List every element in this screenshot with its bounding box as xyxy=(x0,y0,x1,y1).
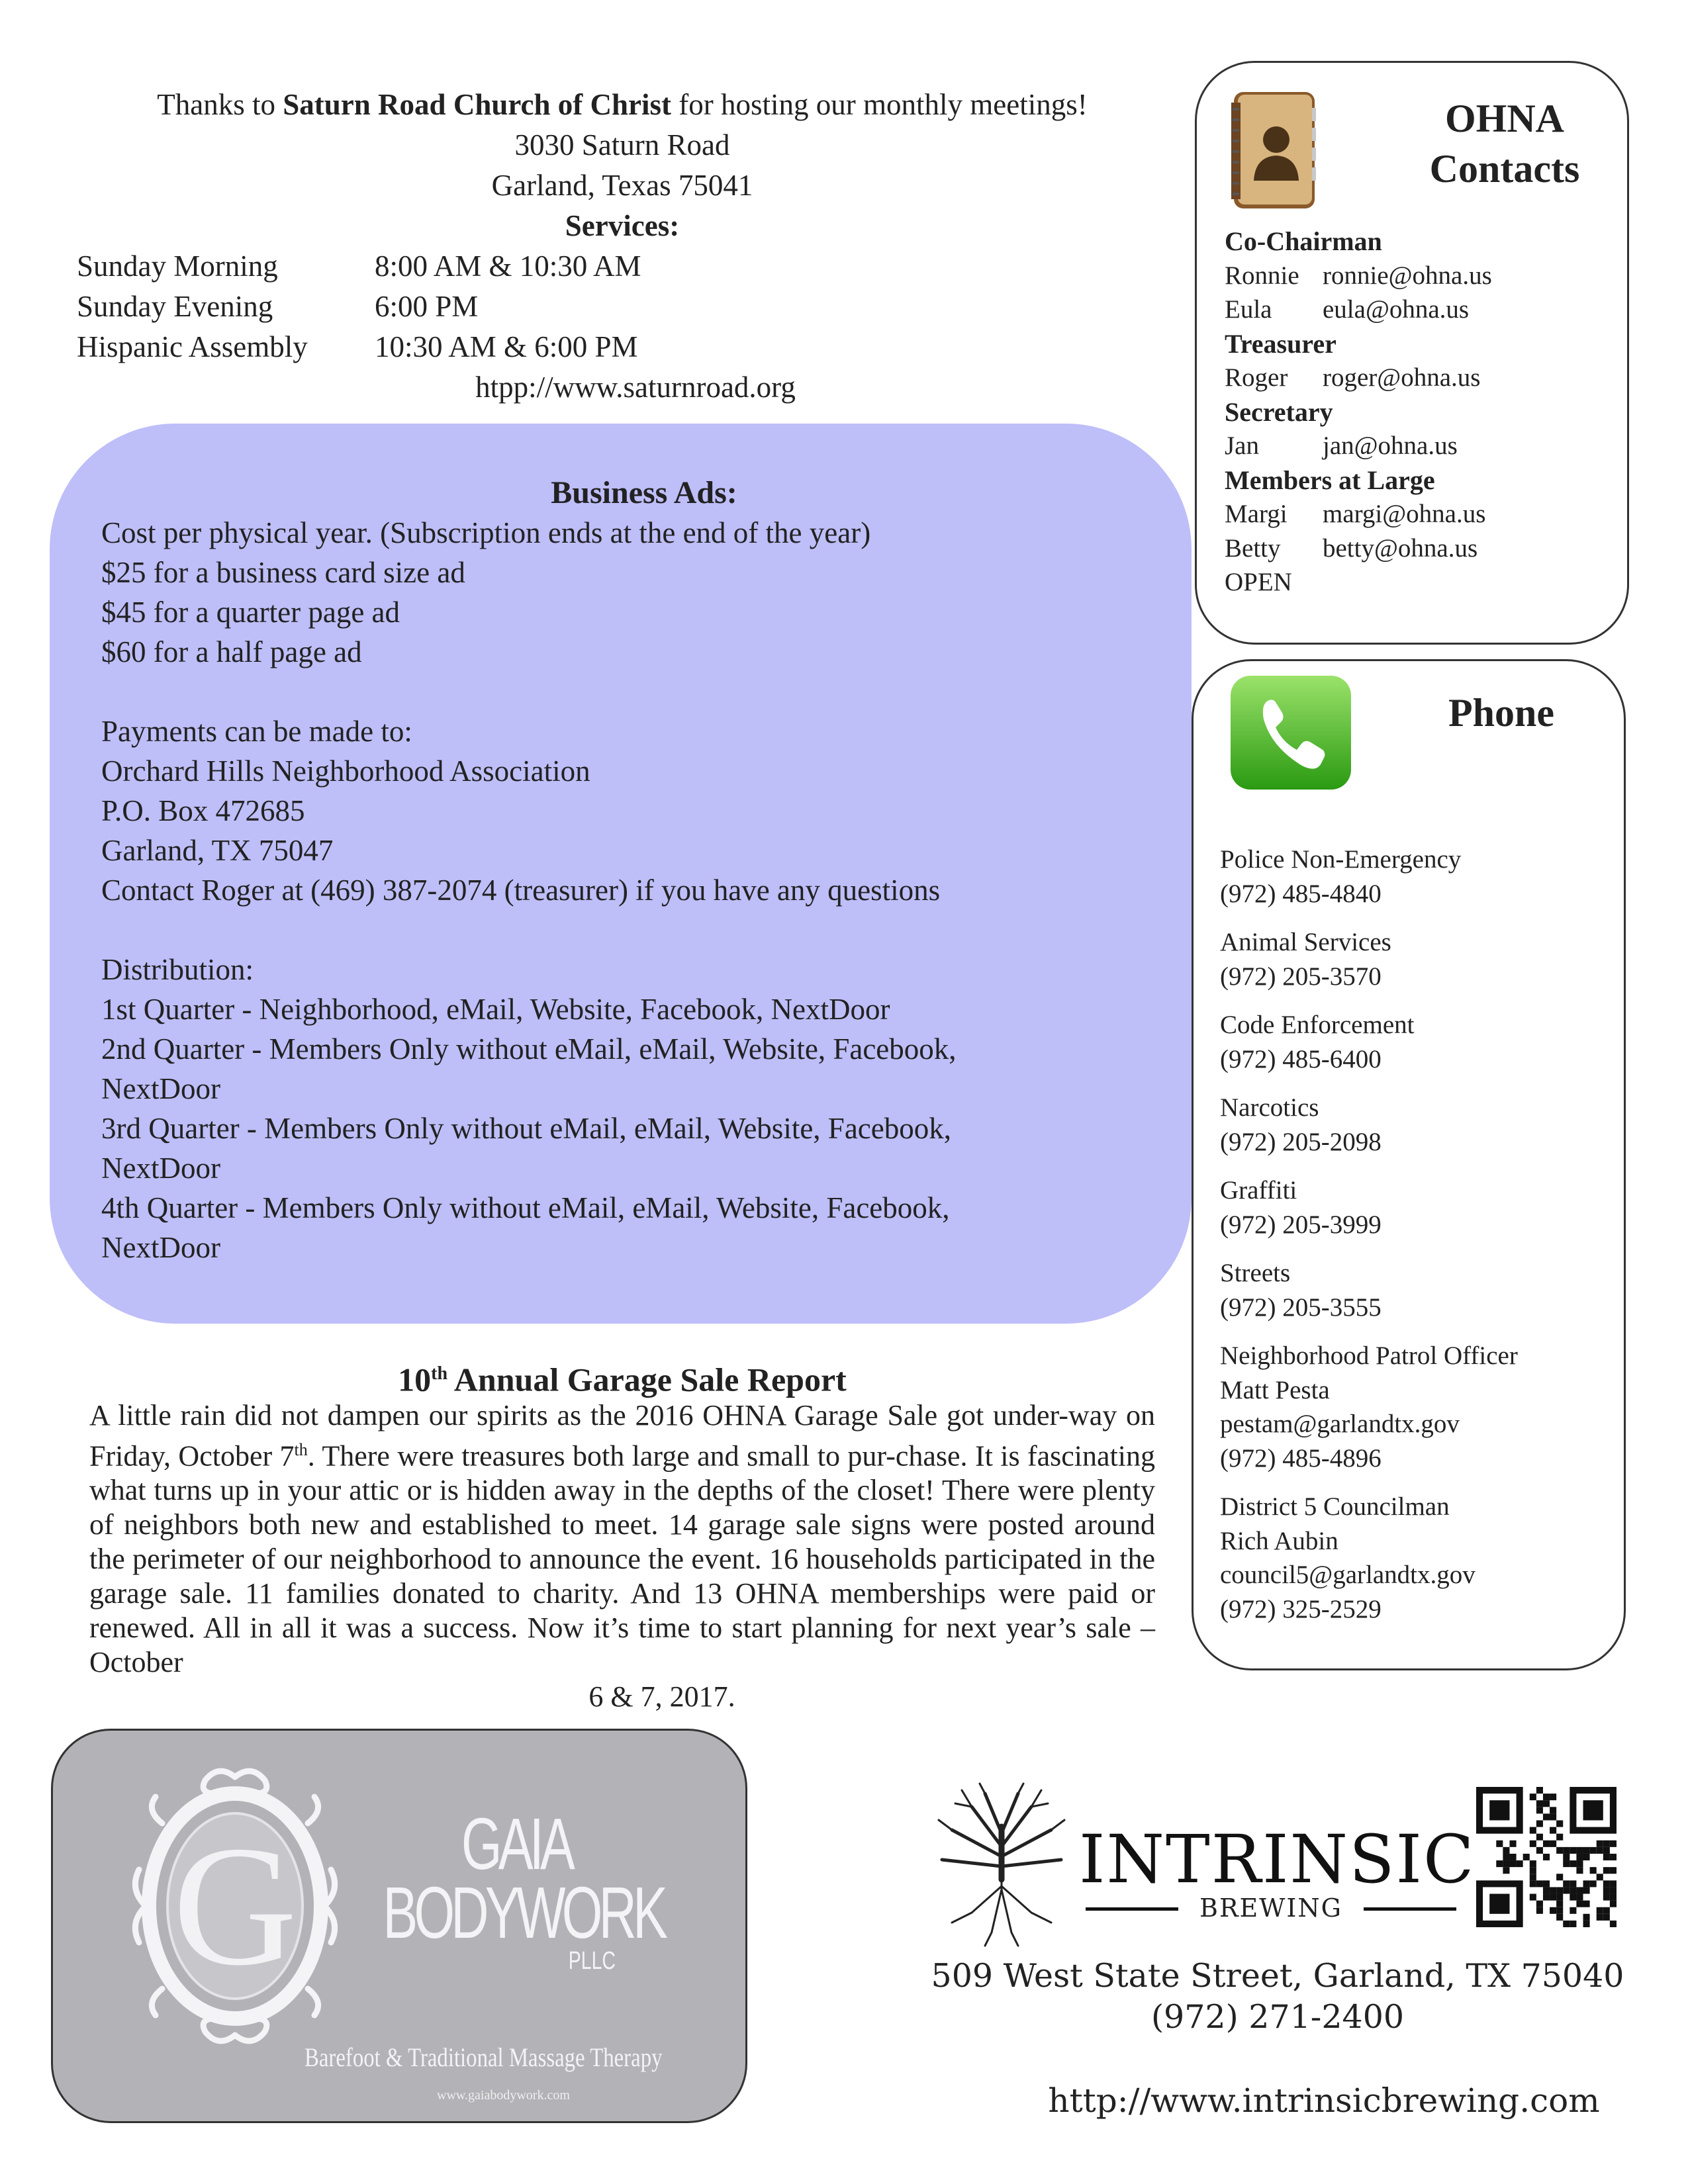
contact-role: Secretary xyxy=(1225,396,1333,427)
business-ads-line xyxy=(101,910,1160,950)
business-ads-line: NextDoor xyxy=(101,1231,220,1264)
phone-entry xyxy=(1220,1490,1617,1626)
gaia-bodywork-ad[interactable] xyxy=(51,1729,747,2123)
contact-email[interactable]: eula@ohna.us xyxy=(1323,295,1470,324)
business-ads-line: 2nd Quarter - Members Only without eMail, eMail, Website, Facebook, xyxy=(101,1032,957,1066)
service-row xyxy=(60,327,1185,367)
phone-entry-line: Rich Aubin xyxy=(1220,1526,1338,1555)
service-name: Sunday Evening xyxy=(77,290,273,323)
phone-entry-line: pestam@garlandtx.gov xyxy=(1220,1410,1460,1438)
contact-list xyxy=(1225,224,1492,600)
business-ads-line: NextDoor xyxy=(101,1072,220,1105)
business-ads-line: Cost per physical year. (Subscription ends at the end of the year) xyxy=(101,516,871,549)
ohna-contacts-box xyxy=(1195,61,1629,645)
business-ads-title: Business Ads: xyxy=(551,475,737,510)
intrinsic-address: 509 West State Street, Garland, TX 75040 xyxy=(931,1957,1624,1995)
intrinsic-url[interactable]: http://www.intrinsicbrewing.com xyxy=(1048,2081,1600,2120)
contact-row xyxy=(1225,497,1492,531)
phone-entry xyxy=(1220,1339,1617,1475)
business-ads-line: Orchard Hills Neighborhood Association xyxy=(101,754,590,788)
contact-name: Betty xyxy=(1225,533,1281,563)
garage-sale-report xyxy=(89,1357,1155,1714)
service-row xyxy=(60,246,1185,287)
contact-email[interactable]: margi@ohna.us xyxy=(1323,500,1486,528)
phone-entry xyxy=(1220,1008,1617,1076)
church-info xyxy=(60,85,1185,408)
business-ads-line: P.O. Box 472685 xyxy=(101,794,305,827)
intrinsic-contact xyxy=(927,1956,1628,2038)
garage-sale-title xyxy=(89,1357,1155,1397)
phone-entry-line[interactable]: (972) 205-3555 xyxy=(1220,1293,1382,1322)
service-name: Hispanic Assembly xyxy=(77,330,308,363)
contact-email[interactable]: ronnie@ohna.us xyxy=(1323,261,1492,290)
phone-entry-line[interactable]: (972) 205-3570 xyxy=(1220,962,1382,991)
service-time: 8:00 AM & 10:30 AM xyxy=(375,250,641,283)
business-ads-line: 1st Quarter - Neighborhood, eMail, Website, Facebook, NextDoor xyxy=(101,993,890,1026)
business-ads-line: $25 for a business card size ad xyxy=(101,556,465,589)
garage-sale-dates: 6 & 7, 2017. xyxy=(588,1680,735,1713)
contact-role: Co-Chairman xyxy=(1225,226,1382,256)
business-ads-line xyxy=(101,672,1160,711)
business-ads-body xyxy=(101,513,1160,1267)
phone-entry-line[interactable]: (972) 205-2098 xyxy=(1220,1127,1382,1156)
business-ads-line: Payments can be made to: xyxy=(101,715,412,748)
church-address-line-1: 3030 Saturn Road xyxy=(514,128,730,161)
qr-code-icon[interactable] xyxy=(1476,1787,1617,1930)
phone-entry-line: Streets xyxy=(1220,1259,1291,1287)
phone-entry xyxy=(1220,1256,1617,1324)
contact-open-slot: OPEN xyxy=(1225,568,1292,596)
contacts-title xyxy=(1395,93,1614,194)
contact-name: Ronnie xyxy=(1225,261,1299,290)
contact-name: Roger xyxy=(1225,363,1288,392)
contacts-title-line-1: OHNA xyxy=(1445,97,1564,140)
service-name: Sunday Morning xyxy=(77,250,278,283)
contact-row xyxy=(1225,361,1492,395)
contact-email[interactable]: betty@ohna.us xyxy=(1323,533,1478,563)
contact-row xyxy=(1225,259,1492,293)
body-part-2: . There were treasures both large and small to pur-chase. It is fascinating what turns up in your attic or is hidden away in the depths of the closet! There were plenty of neighbors both new and established to meet. 14 garage sale signs were posted around the perimeter of our neighborhood to announce the event. 16 households participated in the garage sale. 11 families donated to charity. And 13 OHNA memberships were paid or renewed. All in all it was a success. Now it’s time to start planning for next year’s sale – October xyxy=(89,1439,1156,1679)
gaia-tagline: Barefoot & Traditional Massage Therapy xyxy=(305,2042,663,2072)
tree-logo-icon xyxy=(932,1780,1071,1955)
intrinsic-phone: (972) 271-2400 xyxy=(1150,1998,1405,2036)
contact-row xyxy=(1225,429,1492,463)
gaia-name-line-1: GAIA xyxy=(461,1803,572,1885)
business-ads-line: 4th Quarter - Members Only without eMail, eMail, Website, Facebook, xyxy=(101,1191,950,1224)
phone-icon xyxy=(1228,673,1354,796)
phone-entry xyxy=(1220,1091,1617,1159)
contact-role: Treasurer xyxy=(1225,328,1336,359)
ornate-frame-logo xyxy=(126,1764,344,2052)
services-heading: Services: xyxy=(565,209,680,242)
church-thanks-line xyxy=(60,85,1185,125)
divider xyxy=(1364,1907,1456,1911)
title-number: 10 xyxy=(398,1361,432,1398)
phone-entry-line[interactable]: (972) 205-3999 xyxy=(1220,1210,1382,1239)
gaia-suffix: PLLC xyxy=(568,1947,616,1975)
contact-name: Jan xyxy=(1225,432,1259,460)
thanks-prefix: Thanks to xyxy=(157,88,283,121)
contact-role: Members at Large xyxy=(1225,465,1435,495)
address-book-icon xyxy=(1231,88,1317,216)
business-ads-line: Contact Roger at (469) 387-2074 (treasurer) if you have any questions xyxy=(101,874,941,907)
phone-entry-line[interactable]: (972) 485-4896 xyxy=(1220,1443,1382,1473)
phone-box xyxy=(1192,659,1626,1670)
intrinsic-sub-row xyxy=(1086,1893,1456,1923)
gaia-initial: G xyxy=(173,1811,297,2001)
phone-entry-line: council5@garlandtx.gov xyxy=(1220,1561,1476,1589)
phone-entry-line: District 5 Councilman xyxy=(1220,1492,1450,1521)
title-text: Annual Garage Sale Report xyxy=(447,1361,847,1398)
phone-list xyxy=(1220,842,1617,1641)
church-url[interactable]: htpp://www.saturnroad.org xyxy=(475,371,796,404)
church-name: Saturn Road Church of Christ xyxy=(283,88,672,121)
service-time: 10:30 AM & 6:00 PM xyxy=(375,330,638,363)
phone-entry-line: Animal Services xyxy=(1220,928,1391,956)
phone-entry-line: Neighborhood Patrol Officer xyxy=(1220,1342,1518,1370)
service-time: 6:00 PM xyxy=(375,290,479,323)
phone-entry-line: Narcotics xyxy=(1220,1093,1319,1122)
business-ads-line: Garland, TX 75047 xyxy=(101,834,334,867)
business-ads-line: NextDoor xyxy=(101,1152,220,1185)
business-ads-line: $45 for a quarter page ad xyxy=(101,596,400,629)
phone-entry-line: Police Non-Emergency xyxy=(1220,845,1462,874)
phone-entry-line[interactable]: (972) 325-2529 xyxy=(1220,1594,1382,1623)
title-ordinal: th xyxy=(431,1363,448,1384)
business-ads-line: $60 for a half page ad xyxy=(101,635,362,668)
contact-name: Margi xyxy=(1225,500,1288,528)
gaia-url[interactable]: www.gaiabodywork.com xyxy=(437,2088,570,2103)
divider xyxy=(1086,1907,1178,1911)
intrinsic-name: INTRINSIC xyxy=(1079,1821,1476,1898)
intrinsic-sub: BREWING xyxy=(1199,1893,1342,1923)
phone-entry-line: Graffiti xyxy=(1220,1176,1297,1205)
garage-sale-body xyxy=(89,1398,1155,1680)
phone-title: Phone xyxy=(1448,691,1555,735)
contact-row xyxy=(1225,531,1492,566)
phone-entry-line[interactable]: (972) 485-6400 xyxy=(1220,1044,1382,1073)
phone-entry xyxy=(1220,842,1617,911)
thanks-suffix: for hosting our monthly meetings! xyxy=(671,88,1088,121)
service-row xyxy=(60,287,1185,327)
contact-row xyxy=(1225,293,1492,327)
business-ads-line: 3rd Quarter - Members Only without eMail, eMail, Website, Facebook, xyxy=(101,1112,951,1145)
phone-entry xyxy=(1220,1173,1617,1242)
business-ads-line: Distribution: xyxy=(101,953,254,986)
business-ads-panel xyxy=(50,424,1192,1324)
contact-email[interactable]: jan@ohna.us xyxy=(1323,432,1458,460)
phone-entry xyxy=(1220,925,1617,993)
church-address-line-2: Garland, Texas 75041 xyxy=(491,169,753,202)
phone-entry-line[interactable]: (972) 485-4840 xyxy=(1220,879,1382,908)
contact-email[interactable]: roger@ohna.us xyxy=(1323,363,1481,392)
gaia-wordmark xyxy=(331,1803,702,1975)
body-part-1: A little rain did not dampen our spirits as the 2016 OHNA Garage Sale got under-way on Friday, October 7 xyxy=(89,1398,1155,1473)
phone-entry-line: Matt Pesta xyxy=(1220,1375,1330,1404)
phone-entry-line: Code Enforcement xyxy=(1220,1011,1415,1039)
body-ordinal: th xyxy=(294,1439,308,1459)
gaia-name-line-2: BODYWORK xyxy=(383,1872,665,1954)
intrinsic-brewing-ad[interactable] xyxy=(927,1780,1655,2177)
contact-name: Eula xyxy=(1225,295,1272,324)
contacts-title-line-2: Contacts xyxy=(1429,147,1580,191)
